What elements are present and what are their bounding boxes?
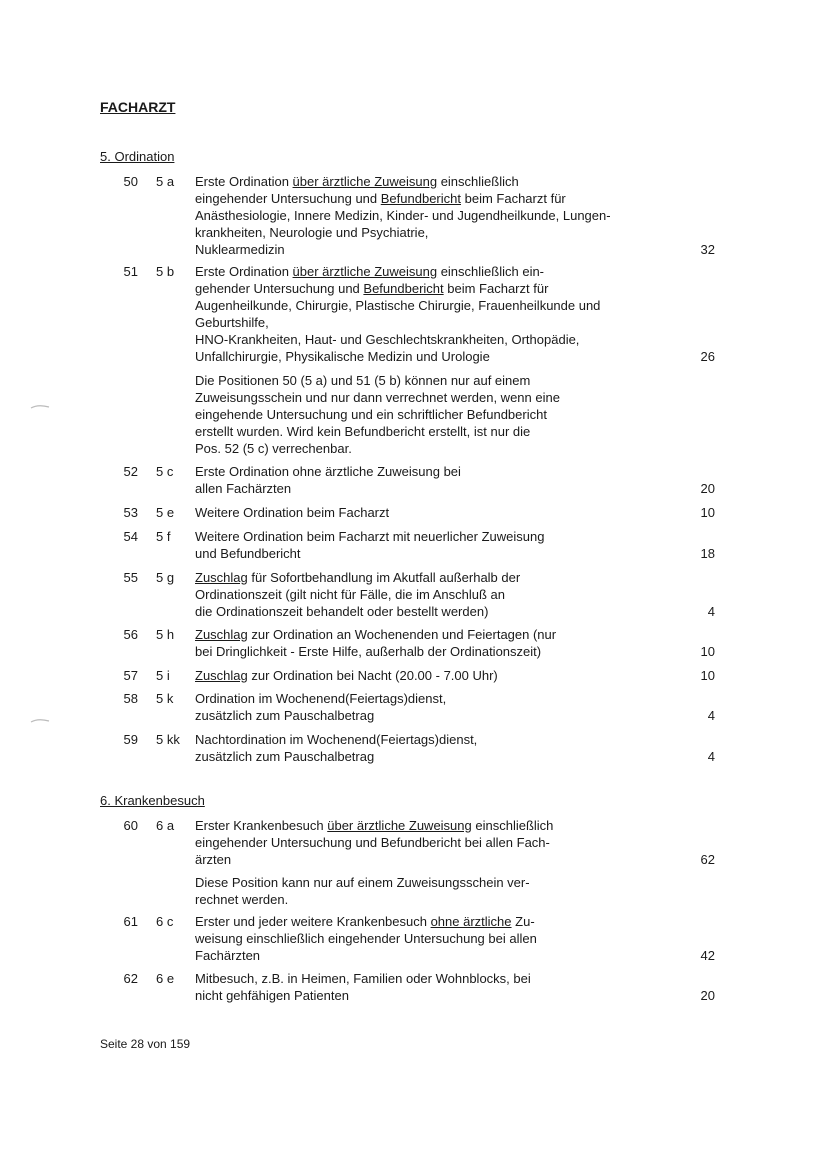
entry-description — [195, 970, 675, 1004]
entry-description — [195, 528, 675, 562]
description-line: Erste Ordination über ärztliche Zuweisung einschließlich ein- — [195, 264, 545, 279]
fee-entry-60 — [100, 817, 720, 867]
description-line: ärzten — [195, 852, 232, 867]
entry-points: 32 — [700, 242, 715, 257]
description-line: HNO-Krankheiten, Haut- und Geschlechtskrankheiten, Orthopädie, — [195, 332, 580, 347]
entry-number: 62 — [123, 971, 138, 986]
entry-code: 5 g — [156, 570, 175, 585]
description-line: Erster und jeder weitere Krankenbesuch ohne ärztliche Zu- — [195, 914, 535, 929]
description-line: Weitere Ordination beim Facharzt — [195, 505, 390, 520]
entry-code: 6 a — [156, 818, 175, 833]
entry-description — [195, 667, 675, 684]
entry-description — [195, 463, 675, 497]
fee-entry-51 — [100, 263, 720, 364]
description-line: Erste Ordination über ärztliche Zuweisung einschließlich — [195, 174, 519, 189]
description-line: Erster Krankenbesuch über ärztliche Zuweisung einschließlich — [195, 818, 554, 833]
fee-entry-52 — [100, 463, 720, 496]
description-line: eingehender Untersuchung und Befundbericht bei allen Fach- — [195, 835, 550, 850]
note-line: erstellt wurden. Wird kein Befundbericht erstellt, ist nur die — [195, 424, 531, 439]
section-title-krankenbesuch: 6. Krankenbesuch — [100, 793, 205, 808]
description-line: Nuklearmedizin — [195, 242, 285, 257]
entry-code: 6 e — [156, 971, 175, 986]
entry-points: 42 — [700, 948, 715, 963]
entry-code: 5 h — [156, 627, 175, 642]
description-line: Zuschlag für Sofortbehandlung im Akutfall außerhalb der — [195, 570, 521, 585]
description-line: Unfallchirurgie, Physikalische Medizin und Urologie — [195, 349, 490, 364]
entry-number: 51 — [123, 264, 138, 279]
page-footer: Seite 28 von 159 — [100, 1037, 191, 1051]
entry-number: 54 — [123, 529, 138, 544]
description-line: Nachtordination im Wochenend(Feiertags)dienst, — [195, 732, 478, 747]
entry-description — [195, 263, 675, 365]
entry-code: 5 k — [156, 691, 174, 706]
fee-entry-62 — [100, 970, 720, 1003]
note-line: Diese Position kann nur auf einem Zuweisungsschein ver- — [195, 875, 530, 890]
note-line: Zuweisungsschein und nur dann verrechnet werden, wenn eine — [195, 390, 560, 405]
entry-points: 62 — [700, 852, 715, 867]
entry-code: 5 e — [156, 505, 175, 520]
entry-number: 61 — [123, 914, 138, 929]
entry-description — [195, 913, 675, 964]
description-line: gehender Untersuchung und Befundbericht beim Facharzt für — [195, 281, 549, 296]
entry-number: 55 — [123, 570, 138, 585]
description-line: Mitbesuch, z.B. in Heimen, Familien oder Wohnblocks, bei — [195, 971, 531, 986]
description-line: Zuschlag zur Ordination an Wochenenden und Feiertagen (nur — [195, 627, 557, 642]
entry-number: 56 — [123, 627, 138, 642]
section-title-ordination: 5. Ordination — [100, 149, 175, 164]
description-line: bei Dringlichkeit - Erste Hilfe, außerhalb der Ordinationszeit) — [195, 644, 542, 659]
description-line: nicht gehfähigen Patienten — [195, 988, 349, 1003]
entry-number: 58 — [123, 691, 138, 706]
entry-points: 10 — [700, 668, 715, 683]
description-line: Augenheilkunde, Chirurgie, Plastische Chirurgie, Frauenheilkunde und — [195, 298, 601, 313]
fee-entry-56 — [100, 626, 720, 659]
entry-code: 5 kk — [156, 732, 180, 747]
description-line: weisung einschließlich eingehender Untersuchung bei allen — [195, 931, 537, 946]
note-line: rechnet werden. — [195, 892, 289, 907]
note-line: eingehende Untersuchung und ein schriftlicher Befundbericht — [195, 407, 547, 422]
entry-number: 50 — [123, 174, 138, 189]
description-line: die Ordinationszeit behandelt oder bestellt werden) — [195, 604, 489, 619]
description-line: Ordinationszeit (gilt nicht für Fälle, die im Anschluß an — [195, 587, 505, 602]
fee-entry-55 — [100, 569, 720, 619]
scan-mark-icon — [30, 404, 50, 410]
entry-points: 4 — [707, 708, 715, 723]
entry-code: 5 f — [156, 529, 171, 544]
entry-code: 6 c — [156, 914, 174, 929]
fee-entry-54 — [100, 528, 720, 561]
entry-points: 10 — [700, 644, 715, 659]
entry-points: 18 — [700, 546, 715, 561]
entry-code: 5 a — [156, 174, 175, 189]
entry-number: 59 — [123, 732, 138, 747]
description-line: Anästhesiologie, Innere Medizin, Kinder- und Jugendheilkunde, Lungen- — [195, 208, 611, 223]
entry-description — [195, 817, 675, 868]
entry-description — [195, 731, 675, 765]
description-line: eingehender Untersuchung und Befundbericht beim Facharzt für — [195, 191, 566, 206]
description-line: Zuschlag zur Ordination bei Nacht (20.00 - 7.00 Uhr) — [195, 668, 498, 683]
description-line: Fachärzten — [195, 948, 261, 963]
note-line: Pos. 52 (5 c) verrechenbar. — [195, 441, 352, 456]
description-line: allen Fachärzten — [195, 481, 292, 496]
entry-points: 4 — [707, 749, 715, 764]
note-line: Die Positionen 50 (5 a) und 51 (5 b) können nur auf einem — [195, 373, 531, 388]
entry-number: 52 — [123, 464, 138, 479]
fee-entry-59 — [100, 731, 720, 764]
description-line: zusätzlich zum Pauschalbetrag — [195, 708, 375, 723]
entry-number: 60 — [123, 818, 138, 833]
description-line: Weitere Ordination beim Facharzt mit neuerlicher Zuweisung — [195, 529, 545, 544]
page-heading: FACHARZT — [100, 99, 176, 115]
entry-number: 53 — [123, 505, 138, 520]
description-line: und Befundbericht — [195, 546, 301, 561]
entry-points: 26 — [700, 349, 715, 364]
fee-entry-57 — [100, 667, 720, 683]
entry-description — [195, 626, 675, 660]
entry-description — [195, 690, 675, 724]
entry-points: 10 — [700, 505, 715, 520]
entry-points: 4 — [707, 604, 715, 619]
entry-code: 5 b — [156, 264, 175, 279]
entry-number: 57 — [123, 668, 138, 683]
description-line: zusätzlich zum Pauschalbetrag — [195, 749, 375, 764]
description-line: Erste Ordination ohne ärztliche Zuweisung bei — [195, 464, 461, 479]
fee-entry-61 — [100, 913, 720, 963]
entry-description — [195, 569, 675, 620]
entry-points: 20 — [700, 988, 715, 1003]
entry-note — [195, 372, 560, 457]
entry-code: 5 c — [156, 464, 174, 479]
fee-entry-53 — [100, 504, 720, 520]
description-line: Geburtshilfe, — [195, 315, 269, 330]
entry-note — [195, 874, 530, 908]
description-line: krankheiten, Neurologie und Psychiatrie, — [195, 225, 429, 240]
entry-code: 5 i — [156, 668, 170, 683]
fee-entry-58 — [100, 690, 720, 723]
entry-points: 20 — [700, 481, 715, 496]
fee-entry-50 — [100, 173, 720, 257]
description-line: Ordination im Wochenend(Feiertags)dienst, — [195, 691, 447, 706]
entry-description — [195, 173, 675, 258]
scan-mark-icon — [30, 718, 50, 724]
entry-description — [195, 504, 675, 521]
